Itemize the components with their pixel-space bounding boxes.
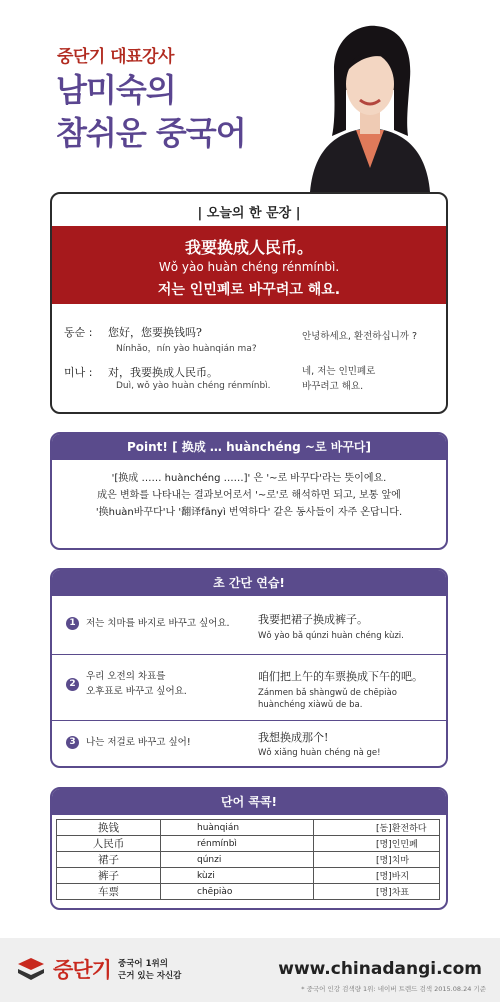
dialogue-speaker: 동순 : <box>64 326 93 339</box>
vocab-pinyin: kùzi <box>161 868 314 884</box>
vocab-meaning: [명]차표 <box>314 884 440 900</box>
practice-pinyin <box>258 687 397 711</box>
sentence-of-the-day-card <box>50 192 448 414</box>
practice-korean: 저는 치마를 바지로 바꾸고 싶어요. <box>86 618 230 629</box>
vocab-pinyin: rénmínbì <box>161 836 314 852</box>
vocab-meaning: [동]환전하다 <box>314 820 440 836</box>
practice-chinese: 我想换成那个! <box>258 731 329 744</box>
dialogue-line <box>64 364 444 400</box>
footnote: * 중국어 인강 검색량 1위: 네이버 트렌드 검색 2015.08.24 기준 <box>301 985 486 993</box>
practice-pinyin: Wǒ xiǎng huàn chéng nà ge! <box>258 748 381 758</box>
practice-item <box>52 654 446 720</box>
point-line: '[换成 …… huànchéng ……]' 은 '~로 바꾸다'라는 뜻이에요. <box>111 473 387 484</box>
vocab-word: 车票 <box>57 884 161 900</box>
dialogue-line <box>64 324 444 360</box>
grammar-point-card <box>50 432 448 550</box>
key-sentence-pinyin: Wǒ yào huàn chéng rénmínbì. <box>158 260 340 274</box>
practice-card <box>50 568 448 768</box>
instructor-portrait <box>290 18 450 192</box>
table-row <box>57 868 440 884</box>
vocab-pinyin: chēpiào <box>161 884 314 900</box>
brand-logo-icon <box>16 956 46 982</box>
dialogue-pinyin: Nínhǎo，nín yào huànqián ma? <box>116 344 257 354</box>
vocab-word: 换钱 <box>57 820 161 836</box>
brand-logo-text: 중단기 <box>53 958 111 982</box>
brand-tagline-line2: 근거 있는 자신감 <box>118 971 182 981</box>
dialogue-korean <box>302 364 375 394</box>
dialogue-speaker: 미나 : <box>64 366 93 379</box>
footer-bar <box>0 938 500 1002</box>
website-link[interactable]: www.chinadangi.com <box>278 959 482 979</box>
key-sentence-korean: 저는 인민폐로 바꾸려고 해요. <box>157 282 341 298</box>
practice-pinyin: Wǒ yào bǎ qúnzi huàn chéng kùzi. <box>258 631 404 641</box>
practice-number-badge: 2 <box>66 678 79 691</box>
vocab-table <box>56 819 440 900</box>
header-banner <box>0 0 500 192</box>
vocab-meaning: [명]바지 <box>314 868 440 884</box>
point-card-title: Point! [ 换成 … huànchéng ~로 바꾸다] <box>52 434 446 460</box>
practice-item <box>52 596 446 654</box>
dialogue-pinyin: Duì, wǒ yào huàn chéng rénmínbì. <box>116 381 271 391</box>
practice-chinese: 我要把裙子换成裤子。 <box>258 613 368 626</box>
dialogue-korean: 안녕하세요, 환전하십니까 ? <box>302 331 418 342</box>
practice-card-title: 초 간단 연습! <box>52 570 446 596</box>
practice-korean-line2: 오후표로 바꾸고 싶어요. <box>86 686 187 697</box>
course-title-line2: 참쉬운 중국어 <box>56 114 246 152</box>
point-explanation <box>52 470 446 521</box>
vocab-word: 人民币 <box>57 836 161 852</box>
practice-item <box>52 720 446 766</box>
vocab-meaning: [명]인민폐 <box>314 836 440 852</box>
table-row <box>57 884 440 900</box>
key-sentence-band <box>52 226 446 304</box>
practice-korean: 나는 저걸로 바꾸고 싶어! <box>86 737 191 748</box>
vocab-card-title: 단어 콕콕! <box>52 789 446 815</box>
brand-tagline-line1: 중국어 1위의 <box>118 959 168 969</box>
practice-pinyin-line2: huànchéng xiàwǔ de ba. <box>258 700 363 710</box>
practice-pinyin-line1: Zánmen bǎ shàngwǔ de chēpiào <box>258 688 397 698</box>
practice-korean <box>86 669 187 699</box>
vocab-word: 裙子 <box>57 852 161 868</box>
table-row <box>57 836 440 852</box>
vocab-word: 裤子 <box>57 868 161 884</box>
course-title-line1: 남미숙의 <box>56 71 176 109</box>
point-line: 成은 변화를 나타내는 결과보어로서 '~로'로 해석하면 되고, 보통 앞에 <box>97 490 401 501</box>
table-row <box>57 820 440 836</box>
vocabulary-card <box>50 787 448 910</box>
vocab-meaning: [명]치마 <box>314 852 440 868</box>
point-line: '换huàn바꾸다'나 '翻译fānyì 번역하다' 같은 동사들이 자주 온답니다. <box>95 507 403 518</box>
brand-tagline <box>118 958 181 982</box>
practice-number-badge: 3 <box>66 736 79 749</box>
dialogue-chinese: 您好，您要换钱吗? <box>108 326 202 339</box>
practice-number-badge: 1 <box>66 617 79 630</box>
table-row <box>57 852 440 868</box>
sentence-card-title: | 오늘의 한 문장 | <box>197 206 301 221</box>
practice-chinese: 咱们把上午的车票换成下午的吧。 <box>258 670 423 683</box>
practice-korean-line1: 우리 오전의 차표를 <box>86 671 166 682</box>
vocab-pinyin: qúnzi <box>161 852 314 868</box>
key-sentence-chinese: 我要换成人民币。 <box>184 238 313 257</box>
dialogue-korean-line2: 바꾸려고 해요. <box>302 381 364 392</box>
dialogue-chinese: 对，我要换成人民币。 <box>108 366 218 379</box>
instructor-subtitle: 중단기 대표강사 <box>57 47 174 67</box>
vocab-pinyin: huànqián <box>161 820 314 836</box>
dialogue-korean-line1: 네, 저는 인민폐로 <box>302 366 376 377</box>
